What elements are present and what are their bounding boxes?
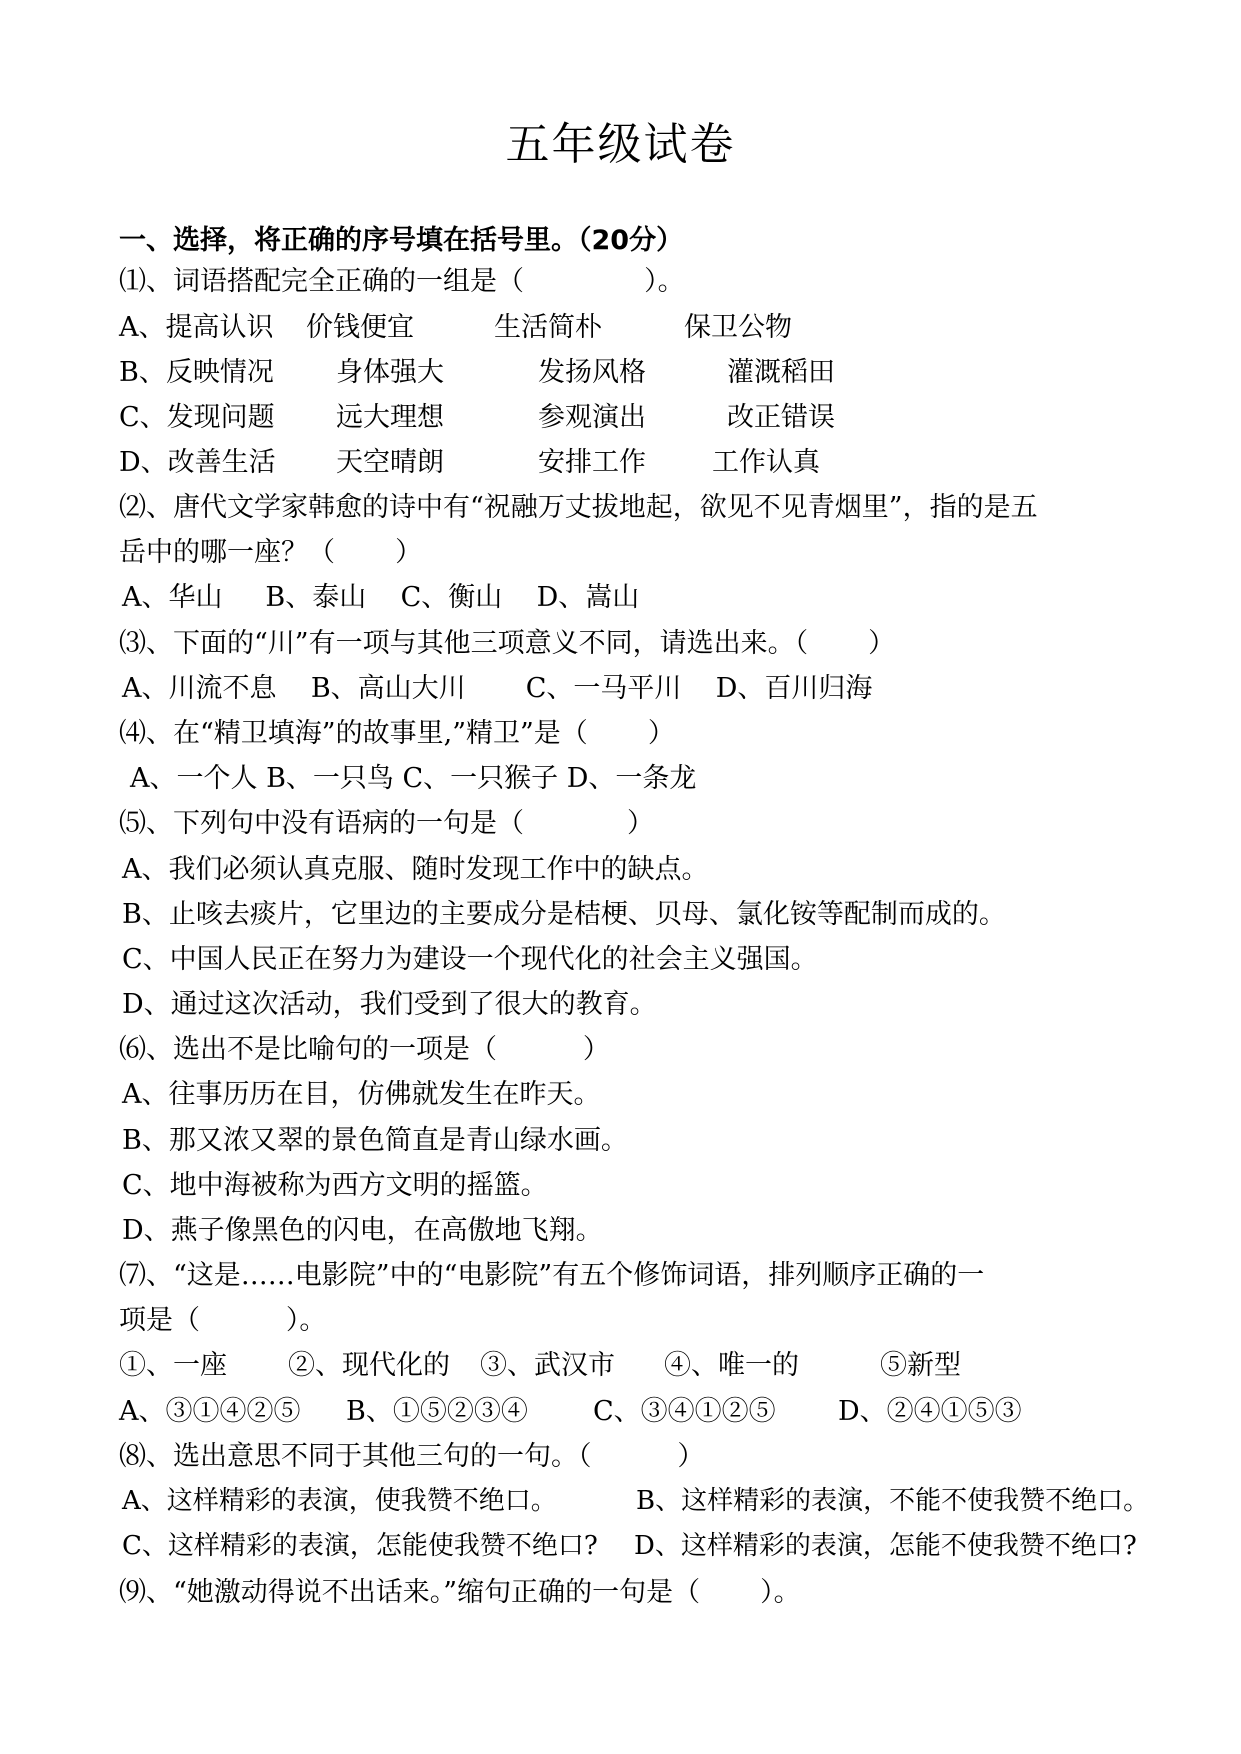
page-title: 五年级试卷 xyxy=(505,119,736,170)
question-2-stem-line2: 岳中的哪一座？（ ） xyxy=(119,537,423,568)
q1-option-d-4: 工作认真 xyxy=(712,447,820,478)
q7-item-5: ⑤新型 xyxy=(880,1350,961,1381)
question-3-options: A、川流不息 B、高山大川 C、一马平川 D、百川归海 xyxy=(122,673,873,704)
q1-option-c-3: 参观演出 xyxy=(538,402,646,433)
q1-option-b-4: 灌溉稻田 xyxy=(727,357,835,388)
q1-option-b-3: 发扬风格 xyxy=(538,357,646,388)
question-8-stem: ⑻、选出意思不同于其他三句的一句。（ ） xyxy=(119,1441,705,1472)
q1-option-a-2: 价钱便宜 xyxy=(306,312,414,343)
question-5-stem: ⑸、下列句中没有语病的一句是（ ） xyxy=(119,808,654,839)
q8-option-b: B、这样精彩的表演，不能不使我赞不绝口。 xyxy=(636,1486,1150,1516)
q1-option-a-3: 生活简朴 xyxy=(494,312,602,343)
question-6-option-c: C、地中海被称为西方文明的摇篮。 xyxy=(122,1170,548,1201)
q7-item-4: ④、唯一的 xyxy=(664,1350,799,1381)
q8-option-d: D、这样精彩的表演，怎能不使我赞不绝口? xyxy=(634,1531,1137,1561)
question-3-stem: ⑶、下面的“川”有一项与其他三项意义不同，请选出来。（ ） xyxy=(119,628,896,659)
q8-option-a: A、这样精彩的表演，使我赞不绝口。 xyxy=(122,1486,557,1516)
question-5-option-a: A、我们必须认真克服、随时发现工作中的缺点。 xyxy=(122,854,709,885)
q8-option-c: C、这样精彩的表演，怎能使我赞不绝口? xyxy=(122,1531,598,1561)
question-7-stem-line2: 项是（ ）。 xyxy=(119,1305,327,1336)
q1-option-b-1: B、反映情况 xyxy=(119,357,274,388)
question-4-stem: ⑷、在“精卫填海”的故事里,”精卫”是（ ） xyxy=(119,718,675,749)
q7-item-3: ③、武汉市 xyxy=(480,1350,615,1381)
question-4-options: A、一个人 B、一只鸟 C、一只猴子 D、一条龙 xyxy=(130,763,697,794)
q1-option-a-4: 保卫公物 xyxy=(684,312,792,343)
q7-item-2: ②、现代化的 xyxy=(288,1350,450,1381)
q1-option-d-1: D、改善生活 xyxy=(119,447,276,478)
q1-option-d-3: 安排工作 xyxy=(538,447,646,478)
question-5-option-b: B、止咳去痰片，它里边的主要成分是桔梗、贝母、氯化铵等配制而成的。 xyxy=(122,899,1006,930)
q1-option-a-1: A、提高认识 xyxy=(119,312,274,343)
q1-option-c-4: 改正错误 xyxy=(727,402,835,433)
question-6-option-d: D、燕子像黑色的闪电，在高傲地飞翔。 xyxy=(122,1215,603,1246)
question-5-option-d: D、通过这次活动，我们受到了很大的教育。 xyxy=(122,989,657,1020)
question-5-option-c: C、中国人民正在努力为建设一个现代化的社会主义强国。 xyxy=(122,944,818,975)
q1-option-c-1: C、发现问题 xyxy=(119,402,275,433)
q1-option-b-2: 身体强大 xyxy=(336,357,444,388)
q7-item-1: ①、一座 xyxy=(119,1350,227,1381)
q7-option-c: C、③④①②⑤ xyxy=(593,1396,776,1427)
q1-option-d-2: 天空晴朗 xyxy=(336,447,444,478)
q7-option-b: B、①⑤②③④ xyxy=(346,1396,528,1427)
question-9-stem: ⑼、“她激动得说不出话来。”缩句正确的一句是（ ）。 xyxy=(119,1577,801,1608)
question-6-option-a: A、往事历历在目，仿佛就发生在昨天。 xyxy=(122,1079,601,1110)
section-heading: 一、选择，将正确的序号填在括号里。（20分） xyxy=(119,225,684,256)
question-2-options: A、华山 B、泰山 C、衡山 D、嵩山 xyxy=(122,582,640,613)
question-2-stem-line1: ⑵、唐代文学家韩愈的诗中有“祝融万丈拔地起，欲见不见青烟里”，指的是五 xyxy=(119,492,1038,523)
question-7-stem-line1: ⑺、“这是……电影院”中的“电影院”有五个修饰词语，排列顺序正确的一 xyxy=(119,1260,985,1291)
q1-option-c-2: 远大理想 xyxy=(336,402,444,433)
question-6-option-b: B、那又浓又翠的景色简直是青山绿水画。 xyxy=(122,1125,628,1156)
question-1-stem: ⑴、词语搭配完全正确的一组是（ ）。 xyxy=(119,266,685,297)
question-6-stem: ⑹、选出不是比喻句的一项是（ ） xyxy=(119,1034,610,1065)
q7-option-a: A、③①④②⑤ xyxy=(119,1396,301,1427)
q7-option-d: D、②④①⑤③ xyxy=(838,1396,1022,1427)
